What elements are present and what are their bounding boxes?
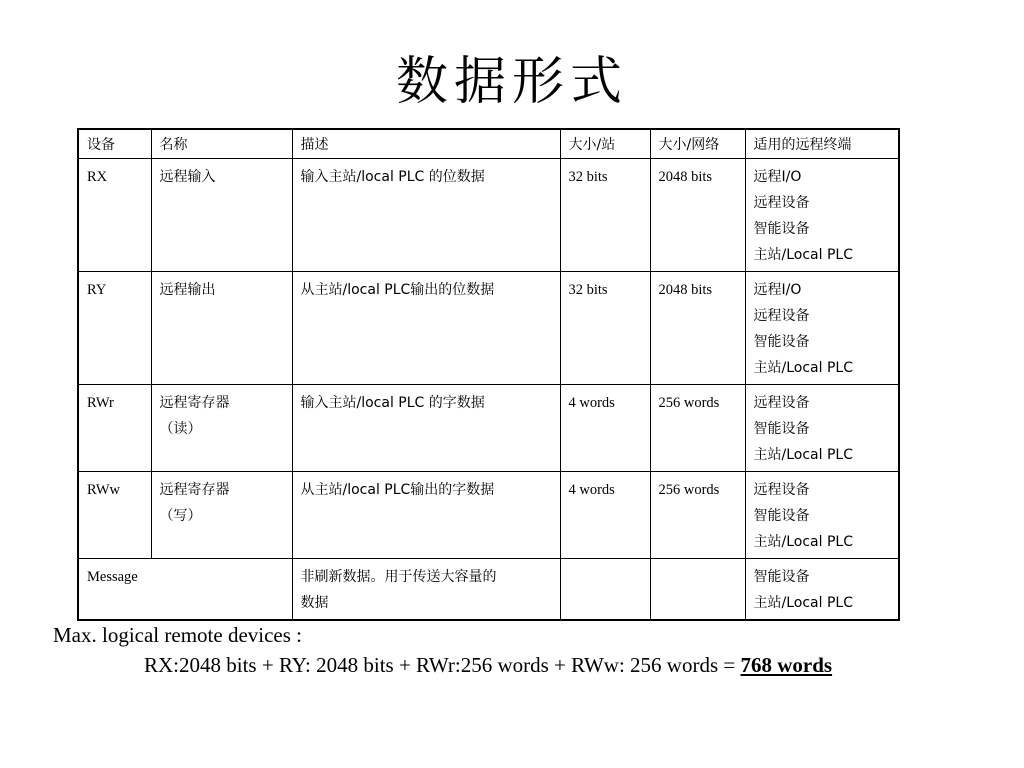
description-cell	[292, 385, 560, 472]
name-line: 远程输出	[159, 282, 216, 298]
table-row	[78, 272, 899, 385]
max-devices-formula	[144, 650, 832, 680]
size-network-cell: 2048 bits	[650, 159, 745, 272]
device-cell: RWw	[78, 472, 151, 559]
description-line: 数据	[300, 595, 329, 611]
name-line: （读）	[159, 421, 202, 437]
terminals-cell	[745, 385, 899, 472]
terminal-line: 远程设备	[753, 482, 810, 498]
terminal-line: 远程I/O	[753, 169, 802, 185]
device-cell: RX	[78, 159, 151, 272]
table-row	[78, 472, 899, 559]
name-line: 远程输入	[159, 169, 216, 185]
max-devices-label: Max. logical remote devices :	[53, 623, 302, 647]
name-line: 远程寄存器	[159, 482, 230, 498]
terminal-line: 智能设备	[753, 569, 810, 585]
terminal-line: 远程设备	[753, 308, 810, 324]
terminals-cell	[745, 472, 899, 559]
name-cell	[151, 272, 292, 385]
header-cell: 大小/网络	[650, 129, 745, 159]
terminals-cell	[745, 559, 899, 621]
table-header-row	[78, 129, 899, 159]
size-network-cell: 256 words	[650, 385, 745, 472]
description-cell	[292, 559, 560, 621]
size-station-cell: 32 bits	[560, 159, 650, 272]
description-cell	[292, 472, 560, 559]
terminal-line: 主站/Local PLC	[753, 534, 853, 550]
header-cell: 大小/站	[560, 129, 650, 159]
terminal-line: 远程设备	[753, 395, 810, 411]
device-cell: RWr	[78, 385, 151, 472]
terminal-line: 远程设备	[753, 195, 810, 211]
header-cell: 适用的远程终端	[745, 129, 899, 159]
description-cell	[292, 159, 560, 272]
size-network-cell: 2048 bits	[650, 272, 745, 385]
terminal-line: 主站/Local PLC	[753, 447, 853, 463]
description-line: 输入主站/local PLC 的字数据	[300, 395, 485, 411]
terminal-line: 远程I/O	[753, 282, 802, 298]
terminal-line: 智能设备	[753, 421, 810, 437]
terminal-line: 智能设备	[753, 221, 810, 237]
name-line: （写）	[159, 508, 202, 524]
terminal-line: 智能设备	[753, 508, 810, 524]
size-network-cell: 256 words	[650, 472, 745, 559]
header-cell: 名称	[151, 129, 292, 159]
formula-result: 768 words	[740, 653, 833, 677]
description-cell	[292, 272, 560, 385]
description-line: 从主站/local PLC输出的字数据	[300, 482, 495, 498]
size-station-cell: 4 words	[560, 385, 650, 472]
table-row-message	[78, 559, 899, 621]
name-cell	[151, 385, 292, 472]
size-station-cell: 32 bits	[560, 272, 650, 385]
header-cell: 描述	[292, 129, 560, 159]
size-station-cell: 4 words	[560, 472, 650, 559]
terminals-cell	[745, 159, 899, 272]
description-line: 非刷新数据。用于传送大容量的	[300, 569, 497, 585]
size-station-cell	[560, 559, 650, 621]
description-line: 输入主站/local PLC 的位数据	[300, 169, 485, 185]
terminals-cell	[745, 272, 899, 385]
table-row	[78, 159, 899, 272]
name-line: 远程寄存器	[159, 395, 230, 411]
data-format-table	[77, 128, 900, 621]
size-network-cell	[650, 559, 745, 621]
description-line: 从主站/local PLC输出的位数据	[300, 282, 495, 298]
device-cell: RY	[78, 272, 151, 385]
device-cell: Message	[78, 559, 292, 621]
terminal-line: 主站/Local PLC	[753, 360, 853, 376]
page-title: 数据形式	[395, 52, 628, 112]
table-row	[78, 385, 899, 472]
name-cell	[151, 159, 292, 272]
terminal-line: 智能设备	[753, 334, 810, 350]
formula-text: RX:2048 bits + RY: 2048 bits + RWr:256 words + RWw: 256 words =	[144, 653, 741, 677]
terminal-line: 主站/Local PLC	[753, 247, 853, 263]
name-cell	[151, 472, 292, 559]
terminal-line: 主站/Local PLC	[753, 595, 853, 611]
header-cell: 设备	[78, 129, 151, 159]
